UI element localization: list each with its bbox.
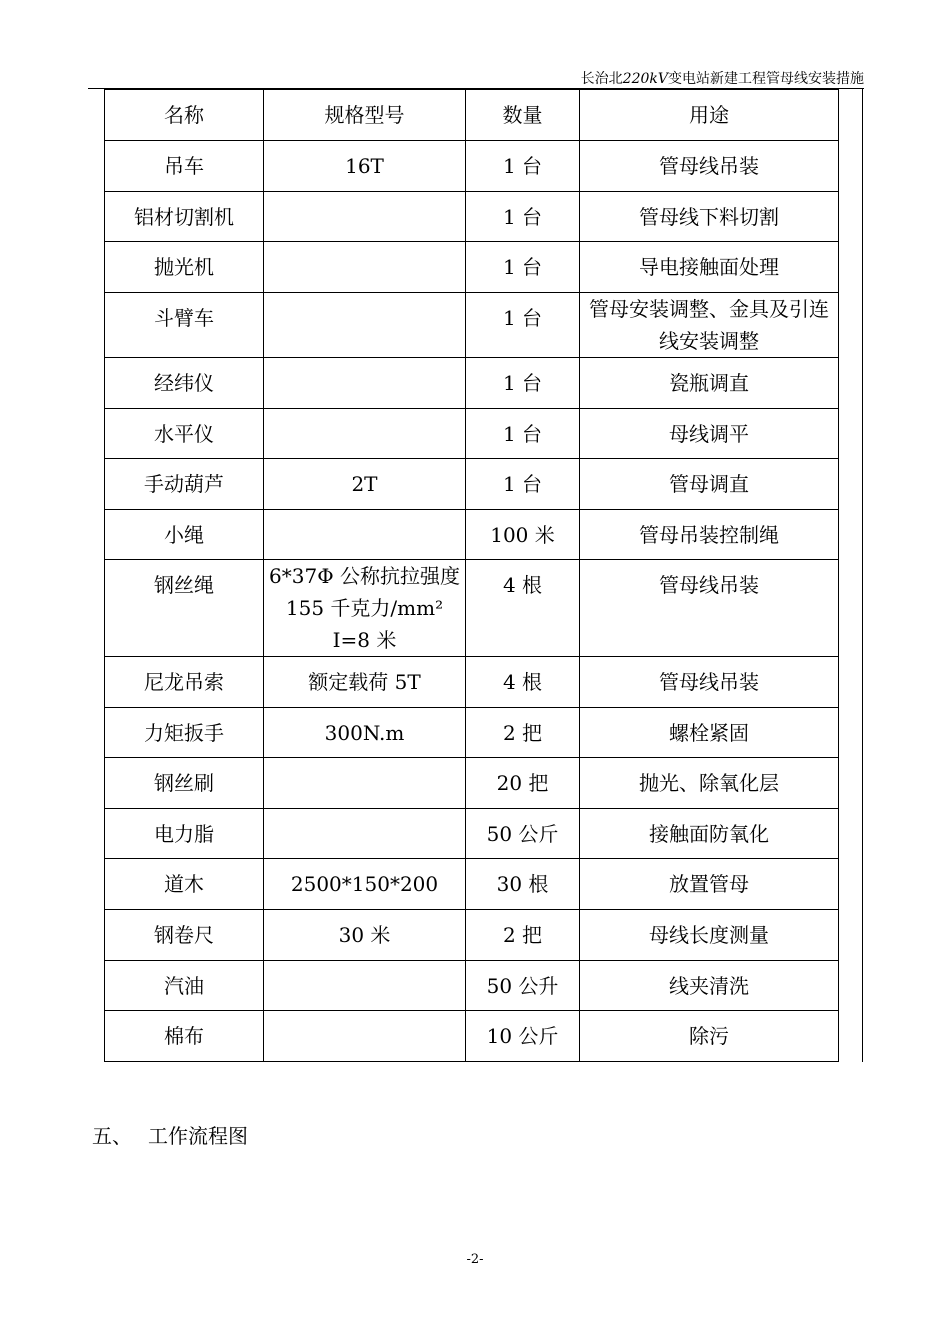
table-row [105, 910, 839, 961]
cell-name: 道木 [105, 859, 264, 910]
cell-qty: 30 根 [466, 859, 580, 910]
table-row [105, 708, 839, 758]
cell-name: 手动葫芦 [105, 459, 264, 510]
cell-name: 钢卷尺 [105, 910, 264, 961]
table-header-row [105, 90, 839, 141]
cell-spec [264, 293, 466, 358]
cell-use: 管母线吊装 [580, 141, 839, 192]
table-row [105, 1011, 839, 1062]
table-row [105, 510, 839, 560]
cell-use: 线夹清洗 [580, 961, 839, 1011]
cell-qty: 1 台 [466, 409, 580, 459]
cell-spec: 30 米 [264, 910, 466, 961]
cell-use: 放置管母 [580, 859, 839, 910]
column-header-use: 用途 [580, 90, 839, 141]
table-row [105, 358, 839, 409]
table-row [105, 459, 839, 510]
section-heading [92, 1120, 248, 1149]
table-row [105, 192, 839, 242]
cell-qty: 50 公升 [466, 961, 580, 1011]
cell-use: 抛光、除氧化层 [580, 758, 839, 809]
cell-use: 导电接触面处理 [580, 242, 839, 293]
cell-use: 管母调直 [580, 459, 839, 510]
header-title-voltage: 220kV [622, 71, 668, 87]
cell-spec [264, 409, 466, 459]
section-number: 五、 [92, 1124, 132, 1148]
cell-use: 管母吊装控制绳 [580, 510, 839, 560]
cell-spec [264, 758, 466, 809]
cell-name: 汽油 [105, 961, 264, 1011]
column-header-qty: 数量 [466, 90, 580, 141]
cell-use: 母线长度测量 [580, 910, 839, 961]
cell-spec [264, 242, 466, 293]
cell-use: 接触面防氧化 [580, 809, 839, 859]
column-header-spec: 规格型号 [264, 90, 466, 141]
cell-name: 钢丝刷 [105, 758, 264, 809]
cell-spec: 额定载荷 5T [264, 657, 466, 708]
table-row [105, 560, 839, 657]
cell-qty: 1 台 [466, 192, 580, 242]
cell-name: 铝材切割机 [105, 192, 264, 242]
table-row [105, 293, 839, 358]
table-row [105, 809, 839, 859]
cell-qty: 1 台 [466, 358, 580, 409]
cell-name: 斗臂车 [105, 293, 264, 358]
cell-use: 除污 [580, 1011, 839, 1062]
header-title-prefix: 长治北 [580, 71, 623, 87]
cell-use: 螺栓紧固 [580, 708, 839, 758]
cell-name: 抛光机 [105, 242, 264, 293]
cell-qty: 2 把 [466, 708, 580, 758]
cell-qty: 20 把 [466, 758, 580, 809]
cell-use: 管母线吊装 [580, 560, 839, 657]
table-row [105, 141, 839, 192]
cell-qty: 10 公斤 [466, 1011, 580, 1062]
cell-spec: 300N.m [264, 708, 466, 758]
table-row [105, 409, 839, 459]
cell-name: 力矩扳手 [105, 708, 264, 758]
cell-name: 小绳 [105, 510, 264, 560]
cell-spec [264, 192, 466, 242]
table-row [105, 758, 839, 809]
cell-spec [264, 358, 466, 409]
cell-qty: 4 根 [466, 657, 580, 708]
column-header-name: 名称 [105, 90, 264, 141]
header-title [581, 68, 864, 88]
cell-name: 经纬仪 [105, 358, 264, 409]
cell-name: 尼龙吊索 [105, 657, 264, 708]
cell-spec: 2500*150*200 [264, 859, 466, 910]
cell-name: 钢丝绳 [105, 560, 264, 657]
cell-spec: 6*37Φ 公称抗拉强度 155 千克力/mm² I=8 米 [264, 560, 466, 657]
table-row [105, 961, 839, 1011]
cell-spec [264, 809, 466, 859]
cell-spec: 16T [264, 141, 466, 192]
cell-qty: 100 米 [466, 510, 580, 560]
cell-use: 管母安装调整、金具及引连线安装调整 [580, 293, 839, 358]
cell-spec [264, 510, 466, 560]
cell-spec [264, 1011, 466, 1062]
table-row [105, 242, 839, 293]
page-number: -2- [466, 1252, 484, 1267]
cell-qty: 50 公斤 [466, 809, 580, 859]
cell-qty: 1 台 [466, 141, 580, 192]
cell-use: 瓷瓶调直 [580, 358, 839, 409]
page-header [88, 64, 864, 89]
cell-qty: 1 台 [466, 293, 580, 358]
cell-spec: 2T [264, 459, 466, 510]
cell-qty: 1 台 [466, 459, 580, 510]
cell-name: 水平仪 [105, 409, 264, 459]
cell-name: 棉布 [105, 1011, 264, 1062]
table-row [105, 859, 839, 910]
cell-qty: 2 把 [466, 910, 580, 961]
cell-name: 电力脂 [105, 809, 264, 859]
cell-use: 管母线下料切割 [580, 192, 839, 242]
cell-qty: 4 根 [466, 560, 580, 657]
margin-rule [862, 89, 863, 1062]
section-title: 工作流程图 [148, 1124, 248, 1148]
cell-spec [264, 961, 466, 1011]
equipment-table [104, 89, 839, 1062]
cell-name: 吊车 [105, 141, 264, 192]
cell-use: 母线调平 [580, 409, 839, 459]
header-title-suffix: 变电站新建工程管母线安装措施 [668, 71, 864, 87]
table-row [105, 657, 839, 708]
cell-qty: 1 台 [466, 242, 580, 293]
cell-use: 管母线吊装 [580, 657, 839, 708]
